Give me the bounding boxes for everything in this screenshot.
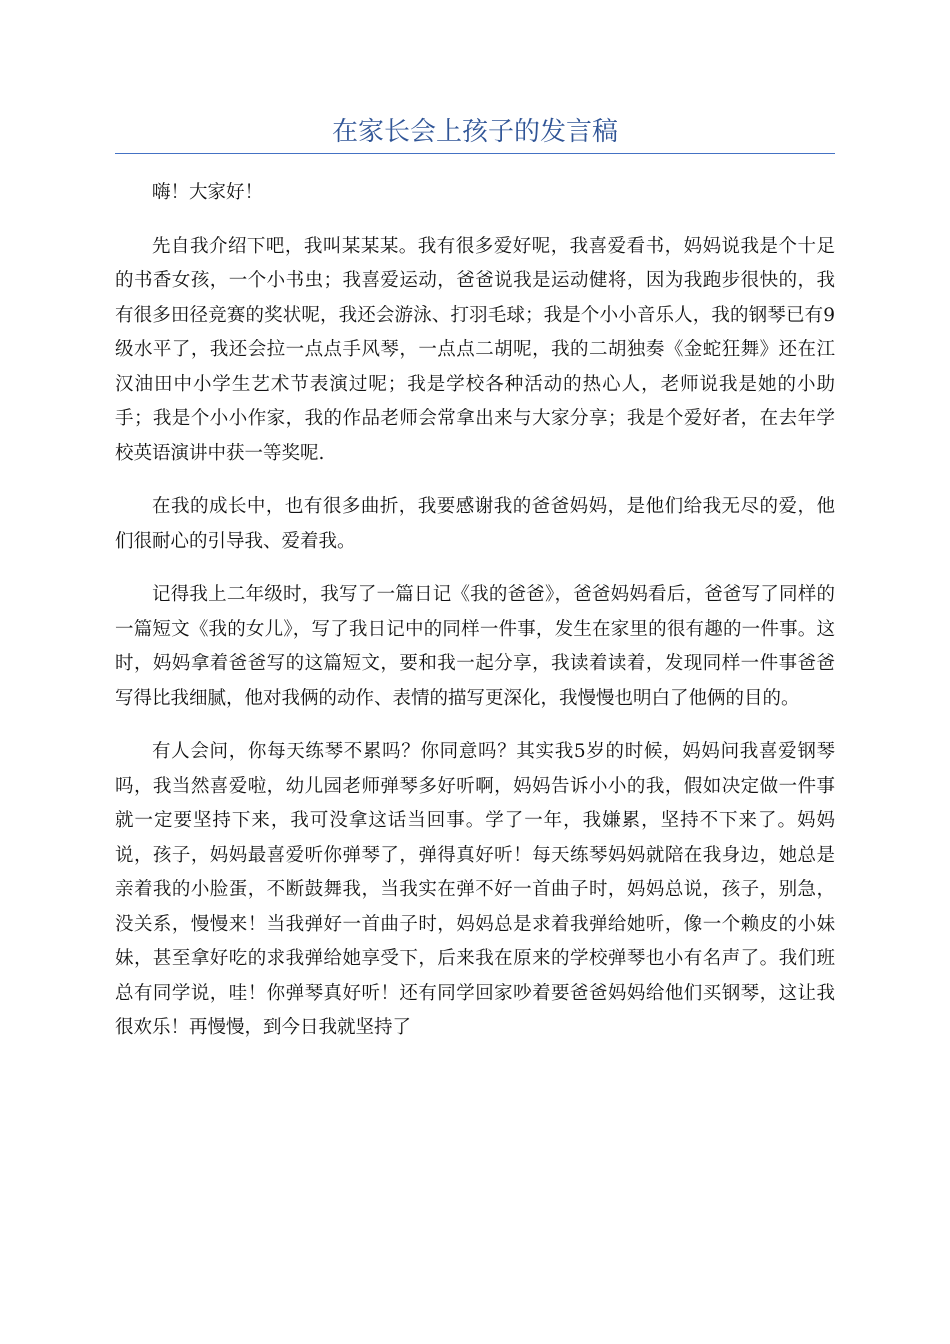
paragraph-diary-story: 记得我上二年级时，我写了一篇日记《我的爸爸》，爸爸妈妈看后，爸爸写了同样的一篇短文《我的女儿》，写了我日记中的同样一件事，发生在家里的很有趣的一件事。这时，妈妈拿着爸爸写的这篇短文，要和我一起分享，我读着读着，发现同样一件事爸爸写得比我细腻，他对我俩的动作、表情的描写更深化，我慢慢也明白了他俩的目的。 [115, 584, 835, 709]
document-body [115, 176, 835, 1065]
title-underline [115, 153, 835, 154]
paragraph-gratitude: 在我的成长中，也有很多曲折，我要感谢我的爸爸妈妈，是他们给我无尽的爱，他们很耐心的引导我、爱着我。 [115, 496, 835, 552]
paragraph-introduction: 先自我介绍下吧，我叫某某某。我有很多爱好呢，我喜爱看书，妈妈说我是个十足的书香女孩，一个小书虫；我喜爱运动，爸爸说我是运动健将，因为我跑步很快的，我有很多田径竞赛的奖状呢，我还会游泳、打羽毛球；我是个小小音乐人，我的钢琴已有9级水平了，我还会拉一点点手风琴，一点点二胡呢，我的二胡独奏《金蛇狂舞》还在江汉油田中小学生艺术节表演过呢；我是学校各种活动的热心人，老师说我是她的小助手；我是个小小作家，我的作品老师会常拿出来与大家分享；我是个爱好者，在去年学校英语演讲中获一等奖呢. [115, 235, 835, 464]
paragraph-greeting: 嗨！大家好！ [152, 182, 264, 203]
paragraph-piano-story: 有人会问，你每天练琴不累吗？你同意吗？其实我5岁的时候，妈妈问我喜爱钢琴吗，我当然喜爱啦，幼儿园老师弹琴多好听啊，妈妈告诉小小的我，假如决定做一件事就一定要坚持下来，我可没拿这话当回事。学了一年，我嫌累，坚持不下来了。妈妈说，孩子，妈妈最喜爱听你弹琴了，弹得真好听！每天练琴妈妈就陪在我身边，她总是亲着我的小脸蛋，不断鼓舞我，当我实在弹不好一首曲子时，妈妈总说，孩子，别急，没关系，慢慢来！当我弹好一首曲子时，妈妈总是求着我弹给她听，像一个赖皮的小妹妹，甚至拿好吃的求我弹给她享受下，后来我在原来的学校弹琴也小有名声了。我们班总有同学说，哇！你弹琴真好听！还有同学回家吵着要爸爸妈妈给他们买钢琴，这让我很欢乐！再慢慢，到今日我就坚持了 [115, 741, 835, 1038]
document-title: 在家长会上孩子的发言稿 [331, 117, 618, 147]
